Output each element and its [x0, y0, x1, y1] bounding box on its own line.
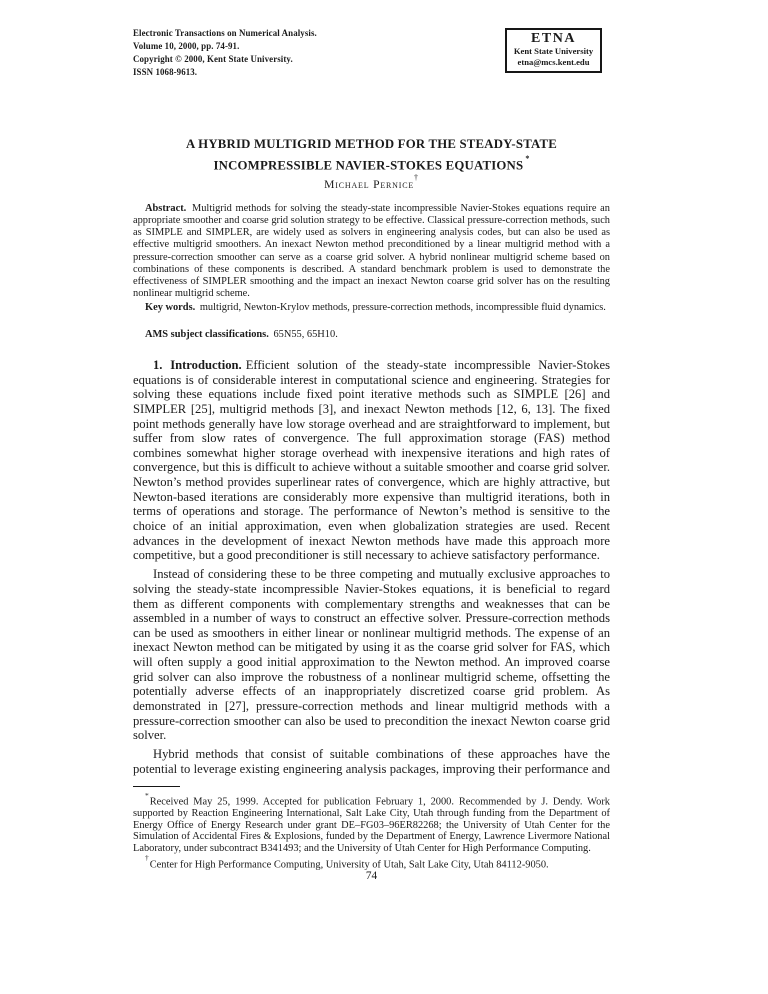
keywords-label: Key words.: [145, 302, 196, 313]
journal-volume-line: Volume 10, 2000, pp. 74-91.: [133, 40, 240, 51]
footnote-1-mark: *: [145, 790, 149, 800]
footnote-1: [133, 792, 610, 855]
author-line: [133, 173, 610, 191]
paragraph-1-text: Efficient solution of the steady-state incompressible Navier-Stokes equations is of considerable interest in computational science and engineering. Strategies for solving these equations include fixed point iterative methods such as SIMPLE [26] and SIMPLER [25], multigrid methods [3], and inexact Newton methods [12, 6, 13]. The fixed point methods generally have low storage overhead and are straightforward to implement, but suffer from slow rates of convergence. The full approximation storage (FAS) method combines somewhat higher storage overhead with inexpensive iterations and high rates of convergence, but this is difficult to achieve without a suitable smoother and coarse grid solver. Newton’s method provides superlinear rates of convergence, which are highly attractive, but Newton-based iterations are considerably more expensive than multigrid iterations, both in terms of operations and storage. The performance of Newton’s method is sensitive to the choice of an initial approximation, even when globalization strategies are used. Recent advances in the development of inexact Newton methods have made this approach more competitive, but a good preconditioner is still necessary to achieve satisfactory performance.: [133, 358, 610, 563]
journal-copyright-line: Copyright © 2000, Kent State University.: [133, 53, 293, 64]
journal-header: [133, 27, 317, 79]
journal-issn-line: ISSN 1068-9613.: [133, 66, 198, 77]
keywords-section: [133, 302, 610, 314]
etna-email: etna@mcs.kent.edu: [517, 56, 590, 67]
author-name: Michael Pernice: [324, 177, 415, 191]
paragraph-2: Instead of considering these to be three competing and mutually exclusive approaches to solving the steady-state incompressible Navier-Stokes equations, it is beneficial to regard them as different components with complementary strengths and weaknesses that can be assembled in a number of ways to construct an effective solver. Pressure-correction methods can be used as smoothers in either linear or nonlinear multigrid methods. The expense of an inexact Newton method can be mitigated by using it as the coarse grid solver for FAS, which will often supply a good initial approximation to the Newton method. An improved coarse grid solver can also improve the robustness of a nonlinear multigrid scheme, offsetting the potentially adverse effects of an inappropriately discretized coarse grid problem. As demonstrated in [27], pressure-correction methods and linear multigrid methods with a pressure-correction smoother can also be used to precondition the inexact Newton coarse grid solver.: [133, 567, 610, 743]
title-footnote-mark: *: [525, 154, 530, 164]
keywords-text: multigrid, Newton-Krylov methods, pressure-correction methods, incompressible fluid dynamics.: [199, 302, 606, 313]
footnotes-section: [133, 792, 610, 871]
ams-text: 65N55, 65H10.: [273, 329, 338, 340]
footnote-2: [133, 855, 610, 871]
ams-label: AMS subject classifications.: [145, 329, 269, 340]
etna-stamp: [505, 28, 602, 73]
footnote-1-text: Received May 25, 1999. Accepted for publication February 1, 2000. Recommended by J. Dendy. Work supported by Reaction Engineering International, Salt Lake City, Utah through funding from the Department of Energy Office of Energy Research under grant DE–FG03–96ER82268; the University of Utah Center for the Simulation of Accidental Fires & Explosions, funded by the Department of Energy, Lawrence Livermore National Laboratory, under subcontract B341493; and the University of Utah Center for High Performance Computing.: [133, 796, 610, 855]
page-number: 74: [365, 870, 378, 882]
abstract-text: Multigrid methods for solving the steady-state incompressible Navier-Stokes equations require an appropriate smoother and coarse grid solution strategy to be effective. Classical pressure-correction methods, such as SIMPLE and SIMPLER, are widely used as solvers in engineering analysis codes, but can also be used as effective multigrid smoothers. An inexact Newton method preconditioned by a linear multigrid method with a pressure-correction smoother can serve as a coarse grid solver. A hybrid nonlinear multigrid scheme based on combinations of these components is described. A standard benchmark problem is used to demonstrate the effectiveness of SIMPLER smoothing and the impact an inexact Newton coarse grid solver has on the resulting nonlinear multigrid scheme.: [133, 203, 610, 300]
footnote-2-text: Center for High Performance Computing, University of Utah, Salt Lake City, Utah 84112-9050.: [149, 859, 549, 871]
paragraph-1: [133, 358, 610, 563]
abstract-label: Abstract.: [145, 203, 187, 214]
footnote-rule: [133, 786, 180, 787]
title-line-1: A HYBRID MULTIGRID METHOD FOR THE STEADY-STATE: [186, 137, 557, 151]
introduction-section: [133, 358, 610, 782]
ams-section: [133, 329, 610, 341]
paper-title: [133, 136, 610, 175]
author-footnote-mark: †: [414, 173, 419, 182]
etna-logo-text: ETNA: [531, 31, 576, 46]
journal-name: Electronic Transactions on Numerical Analysis.: [133, 28, 317, 38]
title-line-2: INCOMPRESSIBLE NAVIER-STOKES EQUATIONS: [213, 158, 524, 173]
paragraph-3: Hybrid methods that consist of suitable combinations of these approaches have the potential to leverage existing engineering analysis packages, improving their performance and: [133, 747, 610, 776]
abstract-section: [133, 203, 610, 300]
footnote-2-mark: †: [145, 853, 149, 863]
section-heading: 1. Introduction.: [153, 358, 242, 372]
etna-university: Kent State University: [513, 46, 594, 56]
